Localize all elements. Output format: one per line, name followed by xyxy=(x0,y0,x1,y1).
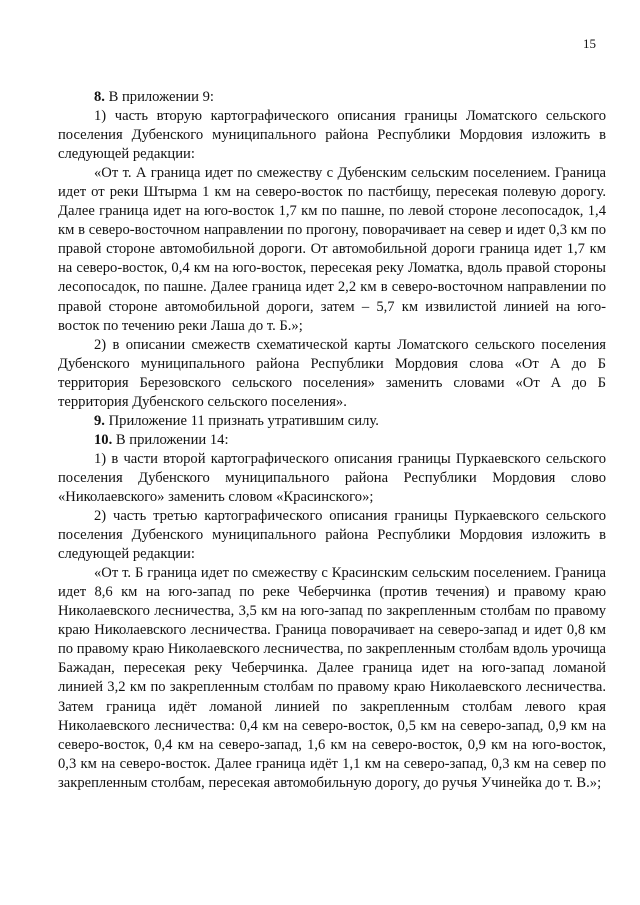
item-number: 8. xyxy=(94,89,105,105)
item-10-heading xyxy=(58,431,606,450)
item-number: 9. xyxy=(94,412,105,429)
paragraph-text: Приложение 11 признать утратившим силу. xyxy=(104,412,379,429)
quoted-boundary-description-lomatskoe: «От т. А граница идет по смежеству с Дубенским сельским поселением. Граница идет от реки Штырма 1 км на северо-восток по пастбищу, пересекая полевую дорогу. Далее граница идет на юго-восток 1,7 км по пашне, по левой стороне лесопосадок, 1,4 км в северо-восточном направлении по прогону, поворачивает на север и идет 0,3 км по правой стороне автомобильной дороги. От автомобильной дороги граница идет 1,7 км на северо-восток, 0,4 км на юго-восток, пересекая реку Ломатка, вдоль правой стороны лесопосадок, по пашне. Далее граница идет 2,2 км в северо-восточном направлении по правой стороне автомобильной дороги, затем – 5,7 км извилистой линией на юго-восток по течению реки Лаша до т. Б.»; xyxy=(58,165,606,334)
paragraph-text: В приложении 14: xyxy=(112,431,229,448)
item-8-subitem-2: 2) в описании смежеств схематической карты Ломатского сельского поселения Дубенского муниципального района Республики Мордовия слова «От А до Б территория Березовского сельского поселения» заменить словами «От А до Б территория Дубенского сельского поселения». xyxy=(58,336,606,410)
item-10-subitem-1: 1) в части второй картографического описания границы Пуркаевского сельского поселения Дубенского муниципального района Республики Мордовия слово «Николаевского» заменить словом «Красинского»; xyxy=(58,450,606,505)
item-number: 10. xyxy=(94,431,113,448)
quoted-boundary-description-purkaevskoe: «От т. Б граница идет по смежеству с Красинским сельским поселением. Граница идет 8,6 км на юго-запад по реке Чеберчинка (против течения) и правому краю Николаевского лесничества, 3,5 км на юго-запад по закрепленным столбам по правому краю Николаевского лесничества. Граница поворачивает на северо-запад и идет 0,8 км по правому краю Николаевского лесничества, по закрепленным столбам вдоль урочища Бажадан, пересекая реку Чеберчинка. Далее граница идет на юго-запад ломаной линией 3,2 км по закрепленным столбам по правому краю Николаевского лесничества. Затем граница идёт ломаной линией по закрепленным столбам левого края Николаевского лесничества: 0,4 км на северо-восток, 0,5 км на северо-запад, 0,9 км на северо-восток, 0,4 км на северо-запад, 1,6 км на северо-восток, 0,9 км на юго-восток, 0,3 км на северо-восток. Далее граница идёт 1,1 км на северо-запад, 0,3 км на север по закрепленным столбам, пересекая автомобильную дорогу, до ручья Учинейка до т. В.»; xyxy=(58,565,606,791)
item-10-subitem-2: 2) часть третью картографического описания границы Пуркаевского сельского поселения Дубенского муниципального района Республики Мордовия изложить в следующей редакции: xyxy=(58,508,606,563)
item-9 xyxy=(58,412,606,431)
item-8-heading xyxy=(58,88,606,107)
paragraph-text: В приложении 9: xyxy=(104,89,214,105)
item-8-subitem-1: 1) часть вторую картографического описания границы Ломатского сельского поселения Дубенского муниципального района Республики Мордовия изложить в следующей редакции: xyxy=(58,108,606,163)
page-number: 15 xyxy=(583,36,596,51)
document-body xyxy=(58,88,606,793)
